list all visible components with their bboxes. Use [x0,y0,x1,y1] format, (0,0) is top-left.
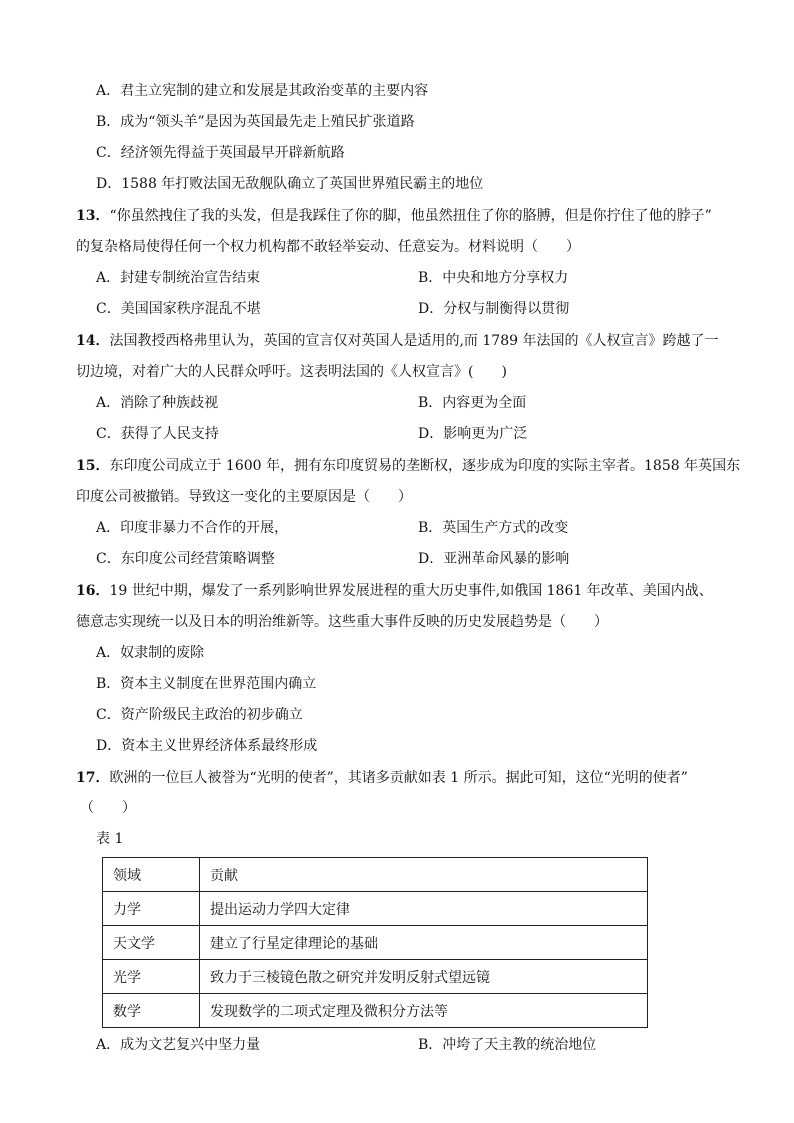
q13-option-c: C．美国国家秩序混乱不堪 [96,301,261,317]
table-header-cell: 贡献 [200,858,648,892]
question-17 [76,768,688,788]
q14-option-c: C．获得了人民支持 [96,426,219,442]
prev-option-a: A．君主立宪制的建立和发展是其政治变革的主要内容 [96,83,429,99]
table-cell-field: 光学 [103,960,200,994]
table-cell-field: 数学 [103,994,200,1028]
question-number: 13． [76,208,110,224]
question-17-line2: （ ） [80,800,136,816]
q13-option-b: B．中央和地方分享权力 [418,270,569,286]
question-15 [76,456,740,476]
table-row [103,892,648,926]
question-number: 14． [76,333,110,349]
table-row [103,926,648,960]
question-13-line2: 的复杂格局使得任何一个权力机构都不敢轻举妄动、任意妄为。材料说明（ ） [76,239,580,255]
table-cell-contribution: 致力于三棱镜色散之研究并发明反射式望远镜 [200,960,648,994]
table-row [103,994,648,1028]
q13-option-d: D．分权与制衡得以贯彻 [418,301,570,317]
q14-option-a: A．消除了种族歧视 [96,395,219,411]
table-cell-field: 力学 [103,892,200,926]
prev-option-c: C．经济领先得益于英国最早开辟新航路 [96,145,345,161]
question-text: “你虽然拽住了我的头发，但是我踩住了你的脚，他虽然扭住了你的胳膊，但是你拧住了他的脖子” [109,208,712,224]
question-16-line2: 德意志实现统一以及日本的明治维新等。这些重大事件反映的历史发展趋势是（ ） [76,614,608,630]
q17-option-b: B．冲垮了天主教的统治地位 [418,1037,597,1053]
q17-option-a: A．成为文艺复兴中坚力量 [96,1037,261,1053]
contributions-table [102,857,648,1028]
question-number: 16． [76,583,110,599]
q16-option-b: B．资本主义制度在世界范围内确立 [96,676,317,692]
q14-option-d: D．影响更为广泛 [418,426,528,442]
q16-option-c: C．资产阶级民主政治的初步确立 [96,707,303,723]
table-cell-contribution: 提出运动力学四大定律 [200,892,648,926]
table-cell-field: 天文学 [103,926,200,960]
q15-option-c: C．东印度公司经营策略调整 [96,551,275,567]
table-cell-contribution: 建立了行星定律理论的基础 [200,926,648,960]
q15-option-a: A．印度非暴力不合作的开展， [96,520,289,536]
question-number: 15． [76,458,110,474]
question-text: 19 世纪中期，爆发了一系列影响世界发展进程的重大历史事件,如俄国 1861 年改革、美国内战、 [109,583,713,599]
question-text: 东印度公司成立于 1600 年，拥有东印度贸易的垄断权，逐步成为印度的实际主宰者。1858 年英国东 [109,458,741,474]
table-cell-contribution: 发现数学的二项式定理及微积分方法等 [200,994,648,1028]
table-header-row [103,858,648,892]
q16-option-d: D．资本主义世界经济体系最终形成 [96,738,318,754]
q15-option-d: D．亚洲革命风暴的影响 [418,551,570,567]
table-header-cell: 领域 [103,858,200,892]
prev-option-d: D．1588 年打败法国无敌舰队确立了英国世界殖民霸主的地位 [96,176,484,192]
q14-option-b: B．内容更为全面 [418,395,527,411]
question-13 [76,206,712,226]
q15-option-b: B．英国生产方式的改变 [418,520,569,536]
q13-option-a: A．封建专制统治宣告结束 [96,270,261,286]
question-16 [76,581,713,601]
question-text: 欧洲的一位巨人被誉为“光明的使者”，其诸多贡献如表 1 所示。据此可知，这位“光明的使者” [109,770,688,786]
prev-option-b: B．成为“领头羊”是因为英国最先走上殖民扩张道路 [96,114,415,130]
table-row [103,960,648,994]
question-number: 17． [76,770,110,786]
question-15-line2: 印度公司被撤销。导致这一变化的主要原因是（ ） [76,489,412,505]
q16-option-a: A．奴隶制的废除 [96,645,205,661]
table-caption: 表 1 [96,831,124,847]
question-text: 法国教授西格弗里认为，英国的宣言仅对英国人是适用的,而 1789 年法国的《人权宣言》跨越了一 [109,333,719,349]
question-14-line2: 切边境，对着广大的人民群众呼吁。这表明法国的《人权宣言》( ) [76,364,507,380]
question-14 [76,331,718,351]
